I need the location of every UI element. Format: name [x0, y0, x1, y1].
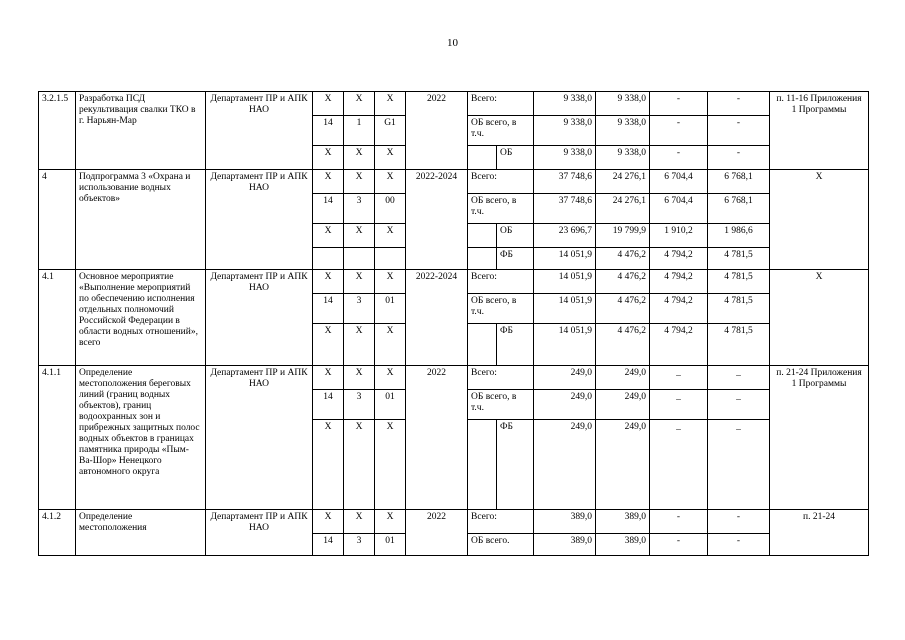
cell-blank: [468, 420, 497, 510]
cell-total: 9 338,0: [534, 116, 596, 146]
cell-total: 37 748,6: [534, 194, 596, 224]
cell-blank: [468, 248, 497, 270]
cell-code-c: X: [375, 324, 406, 366]
cell-code-c: 01: [375, 390, 406, 420]
row-year: 2022: [406, 366, 468, 510]
cell-code-a: X: [313, 420, 344, 510]
cell-code-c: X: [375, 170, 406, 194]
cell-total: 14 051,9: [534, 248, 596, 270]
cell-funding-source: ОБ всего, в т.ч.: [468, 116, 534, 146]
cell-year-2: _: [650, 366, 708, 390]
cell-code-c: 01: [375, 294, 406, 324]
row-year: 2022: [406, 510, 468, 556]
cell-year-1: 249,0: [596, 366, 650, 390]
cell-code-b: X: [344, 170, 375, 194]
cell-funding-source: ОБ: [497, 224, 534, 248]
cell-funding-source: ОБ: [497, 146, 534, 170]
cell-funding-source: ОБ всего, в т.ч.: [468, 194, 534, 224]
cell-year-3: _: [708, 390, 770, 420]
cell-year-1: 24 276,1: [596, 194, 650, 224]
cell-year-1: 389,0: [596, 510, 650, 534]
cell-year-1: 19 799,9: [596, 224, 650, 248]
cell-year-2: -: [650, 116, 708, 146]
row-code: 4.1: [39, 270, 76, 366]
cell-total: 249,0: [534, 390, 596, 420]
cell-code-b: X: [344, 224, 375, 248]
cell-code-a: 14: [313, 194, 344, 224]
row-executor: Департамент ПР и АПК НАО: [206, 510, 313, 556]
cell-funding-source: Всего:: [468, 366, 534, 390]
cell-total: 249,0: [534, 366, 596, 390]
cell-year-2: -: [650, 92, 708, 116]
cell-year-3: -: [708, 92, 770, 116]
cell-funding-source: ФБ: [497, 324, 534, 366]
row-note: п. 21-24 Приложения 1 Программы: [770, 366, 869, 510]
cell-funding-source: Всего:: [468, 92, 534, 116]
cell-code-b: 3: [344, 390, 375, 420]
row-note: X: [770, 270, 869, 366]
cell-year-1: 249,0: [596, 420, 650, 510]
cell-year-3: 6 768,1: [708, 194, 770, 224]
cell-code-a: X: [313, 170, 344, 194]
cell-year-3: 1 986,6: [708, 224, 770, 248]
cell-funding-source: Всего:: [468, 510, 534, 534]
cell-code-b: X: [344, 366, 375, 390]
cell-total: 23 696,7: [534, 224, 596, 248]
cell-code-b: 1: [344, 116, 375, 146]
row-name: Основное мероприятие «Выполнение мероприятий по обеспечению исполнения отдельных полномочий Российской Федерации в области водных отношений», всего: [76, 270, 206, 366]
cell-year-1: 389,0: [596, 534, 650, 556]
cell-year-3: 4 781,5: [708, 294, 770, 324]
cell-code-c: 00: [375, 194, 406, 224]
cell-year-1: 4 476,2: [596, 270, 650, 294]
cell-funding-source: ФБ: [497, 248, 534, 270]
row-code: 4: [39, 170, 76, 270]
cell-total: 9 338,0: [534, 146, 596, 170]
cell-code-a: X: [313, 92, 344, 116]
row-year: 2022-2024: [406, 270, 468, 366]
program-table: [38, 91, 869, 556]
cell-code-b: X: [344, 270, 375, 294]
cell-year-2: 4 794,2: [650, 294, 708, 324]
cell-code-b: X: [344, 510, 375, 534]
cell-code-a: [313, 248, 344, 270]
cell-code-b: X: [344, 420, 375, 510]
cell-blank: [468, 146, 497, 170]
row-note: п. 21-24: [770, 510, 869, 556]
row-year: 2022-2024: [406, 170, 468, 270]
cell-total: 249,0: [534, 420, 596, 510]
cell-year-3: _: [708, 366, 770, 390]
cell-year-2: 1 910,2: [650, 224, 708, 248]
cell-code-a: 14: [313, 390, 344, 420]
cell-year-3: 4 781,5: [708, 270, 770, 294]
cell-code-a: 14: [313, 534, 344, 556]
cell-year-3: -: [708, 146, 770, 170]
cell-code-c: X: [375, 420, 406, 510]
row-executor: Департамент ПР и АПК НАО: [206, 270, 313, 366]
cell-year-2: _: [650, 390, 708, 420]
cell-funding-source: ОБ всего.: [468, 534, 534, 556]
cell-year-2: 4 794,2: [650, 270, 708, 294]
cell-code-c: X: [375, 146, 406, 170]
table-row: [39, 170, 869, 194]
cell-code-b: 3: [344, 534, 375, 556]
row-note: X: [770, 170, 869, 270]
row-code: 3.2.1.5: [39, 92, 76, 170]
row-name: Определение местоположения: [76, 510, 206, 556]
cell-code-a: X: [313, 324, 344, 366]
cell-year-1: 4 476,2: [596, 324, 650, 366]
cell-year-2: 6 704,4: [650, 194, 708, 224]
cell-year-1: 9 338,0: [596, 92, 650, 116]
table-row: [39, 366, 869, 390]
cell-code-a: X: [313, 510, 344, 534]
cell-blank: [468, 224, 497, 248]
cell-total: 389,0: [534, 510, 596, 534]
cell-code-c: X: [375, 366, 406, 390]
cell-year-1: 4 476,2: [596, 294, 650, 324]
cell-year-2: 6 704,4: [650, 170, 708, 194]
row-name: Разработка ПСД рекультивация свалки ТКО в г. Нарьян-Мар: [76, 92, 206, 170]
cell-code-a: X: [313, 224, 344, 248]
cell-year-3: -: [708, 510, 770, 534]
cell-total: 14 051,9: [534, 270, 596, 294]
row-executor: Департамент ПР и АПК НАО: [206, 170, 313, 270]
row-year: 2022: [406, 92, 468, 170]
cell-code-b: X: [344, 92, 375, 116]
cell-code-b: X: [344, 324, 375, 366]
cell-total: 14 051,9: [534, 324, 596, 366]
cell-year-3: 4 781,5: [708, 248, 770, 270]
cell-year-1: 24 276,1: [596, 170, 650, 194]
cell-code-a: X: [313, 146, 344, 170]
row-note: п. 11-16 Приложения 1 Программы: [770, 92, 869, 170]
cell-code-a: X: [313, 270, 344, 294]
cell-code-b: 3: [344, 294, 375, 324]
page-number: 10: [447, 37, 458, 49]
row-code: 4.1.2: [39, 510, 76, 556]
cell-code-c: X: [375, 510, 406, 534]
table-row: [39, 92, 869, 116]
row-name: Определение местоположения береговых линий (границ водных объектов), границ водоохранных зон и прибрежных защитных полос водных объектов в границах памятника природы «Пым-Ва-Шор» Ненецкого автономного округа: [76, 366, 206, 510]
cell-code-c: X: [375, 92, 406, 116]
cell-year-2: -: [650, 146, 708, 170]
cell-year-2: 4 794,2: [650, 248, 708, 270]
cell-code-b: X: [344, 146, 375, 170]
cell-year-1: 249,0: [596, 390, 650, 420]
cell-code-c: 01: [375, 534, 406, 556]
cell-code-c: X: [375, 224, 406, 248]
cell-year-3: 4 781,5: [708, 324, 770, 366]
cell-year-3: 6 768,1: [708, 170, 770, 194]
cell-year-3: _: [708, 420, 770, 510]
table-row: [39, 270, 869, 294]
cell-code-c: G1: [375, 116, 406, 146]
cell-year-2: 4 794,2: [650, 324, 708, 366]
cell-code-c: X: [375, 270, 406, 294]
cell-funding-source: Всего:: [468, 170, 534, 194]
row-executor: Департамент ПР и АПК НАО: [206, 92, 313, 170]
cell-code-a: 14: [313, 116, 344, 146]
row-name: Подпрограмма 3 «Охрана и использование водных объектов»: [76, 170, 206, 270]
cell-total: 14 051,9: [534, 294, 596, 324]
cell-year-2: _: [650, 420, 708, 510]
cell-code-b: [344, 248, 375, 270]
row-code: 4.1.1: [39, 366, 76, 510]
cell-total: 389,0: [534, 534, 596, 556]
row-executor: Департамент ПР и АПК НАО: [206, 366, 313, 510]
cell-year-2: -: [650, 510, 708, 534]
cell-funding-source: ФБ: [497, 420, 534, 510]
cell-total: 37 748,6: [534, 170, 596, 194]
cell-funding-source: ОБ всего, в т.ч.: [468, 294, 534, 324]
cell-code-a: 14: [313, 294, 344, 324]
cell-year-2: -: [650, 534, 708, 556]
cell-year-3: -: [708, 534, 770, 556]
cell-year-1: 9 338,0: [596, 116, 650, 146]
cell-year-1: 9 338,0: [596, 146, 650, 170]
cell-code-a: X: [313, 366, 344, 390]
cell-blank: [468, 324, 497, 366]
cell-total: 9 338,0: [534, 92, 596, 116]
cell-code-b: 3: [344, 194, 375, 224]
cell-year-3: -: [708, 116, 770, 146]
cell-funding-source: Всего:: [468, 270, 534, 294]
table-row: [39, 510, 869, 534]
cell-year-1: 4 476,2: [596, 248, 650, 270]
cell-funding-source: ОБ всего, в т.ч.: [468, 390, 534, 420]
cell-code-c: [375, 248, 406, 270]
